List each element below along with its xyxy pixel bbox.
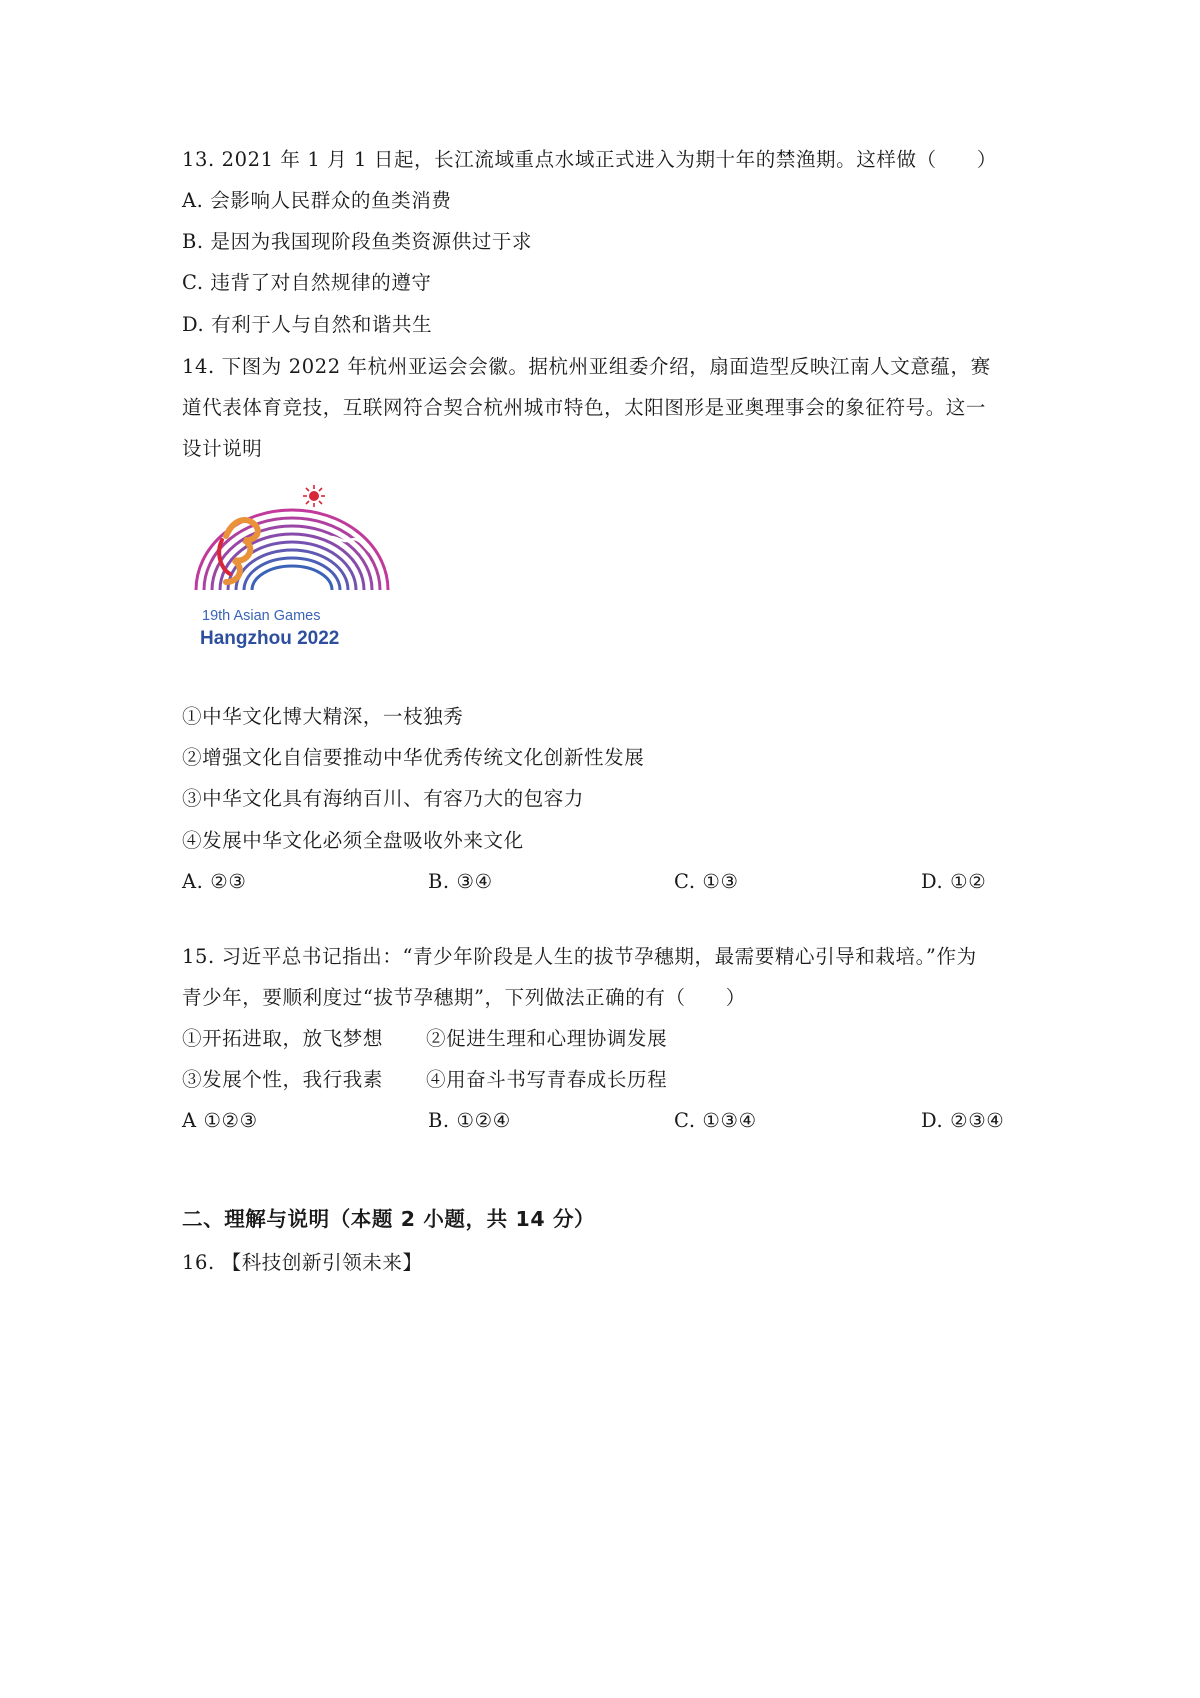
q14-statement-2: ②增强文化自信要推动中华优秀传统文化创新性发展 — [182, 746, 645, 769]
q14-option-c: C. ①③ — [674, 870, 739, 893]
q15-option-d: D. ②③④ — [921, 1109, 1005, 1132]
sun-icon — [303, 485, 325, 507]
q15-statement-4: ④用奋斗书写青春成长历程 — [426, 1068, 668, 1091]
emblem-line-2: Hangzhou 2022 — [200, 628, 340, 649]
q15-statement-1: ①开拓进取，放飞梦想 — [182, 1027, 384, 1050]
q15-option-c: C. ①③④ — [674, 1109, 757, 1132]
q13-option-a: A. 会影响人民群众的鱼类消费 — [182, 189, 452, 212]
q13-option-c: C. 违背了对自然规律的遵守 — [182, 271, 432, 294]
q14-stem-line-3: 设计说明 — [182, 437, 263, 460]
q14-option-d: D. ①② — [921, 870, 987, 893]
q15-stem-line-2: 青少年，要顺利度过“拔节孕穗期”，下列做法正确的有（ ） — [182, 986, 746, 1009]
q14-stem-line-1: 14. 下图为 2022 年杭州亚运会会徽。据杭州亚组委介绍，扇面造型反映江南人文意蕴，赛 — [182, 355, 991, 378]
fan-arcs — [196, 510, 388, 590]
emblem-line-1: 19th Asian Games — [202, 608, 321, 624]
section-2-heading: 二、理解与说明（本题 2 小题，共 14 分） — [182, 1207, 596, 1231]
q13-option-d: D. 有利于人与自然和谐共生 — [182, 313, 433, 336]
q16-title: 16. 【科技创新引领未来】 — [182, 1251, 423, 1274]
q14-option-b: B. ③④ — [428, 870, 493, 893]
q15-stem-line-1: 15. 习近平总书记指出：“青少年阶段是人生的拔节孕穗期，最需要精心引导和栽培。”作为 — [182, 945, 977, 968]
q15-option-a: A ①②③ — [182, 1109, 258, 1132]
asian-games-emblem — [186, 478, 398, 683]
q14-statement-1: ①中华文化博大精深，一枝独秀 — [182, 705, 464, 728]
q15-statement-2: ②促进生理和心理协调发展 — [426, 1027, 668, 1050]
q13-stem: 13. 2021 年 1 月 1 日起，长江流域重点水域正式进入为期十年的禁渔期。这样做（ ） — [182, 148, 997, 171]
q15-statement-3: ③发展个性，我行我素 — [182, 1068, 384, 1091]
q15-option-b: B. ①②④ — [428, 1109, 511, 1132]
q14-statement-4: ④发展中华文化必须全盘吸收外来文化 — [182, 829, 524, 852]
q14-stem-line-2: 道代表体育竞技，互联网符合契合杭州城市特色，太阳图形是亚奥理事会的象征符号。这一 — [182, 396, 987, 419]
q14-statement-3: ③中华文化具有海纳百川、有容乃大的包容力 — [182, 787, 585, 810]
q14-option-a: A. ②③ — [182, 870, 247, 893]
q13-option-b: B. 是因为我国现阶段鱼类资源供过于求 — [182, 230, 533, 253]
